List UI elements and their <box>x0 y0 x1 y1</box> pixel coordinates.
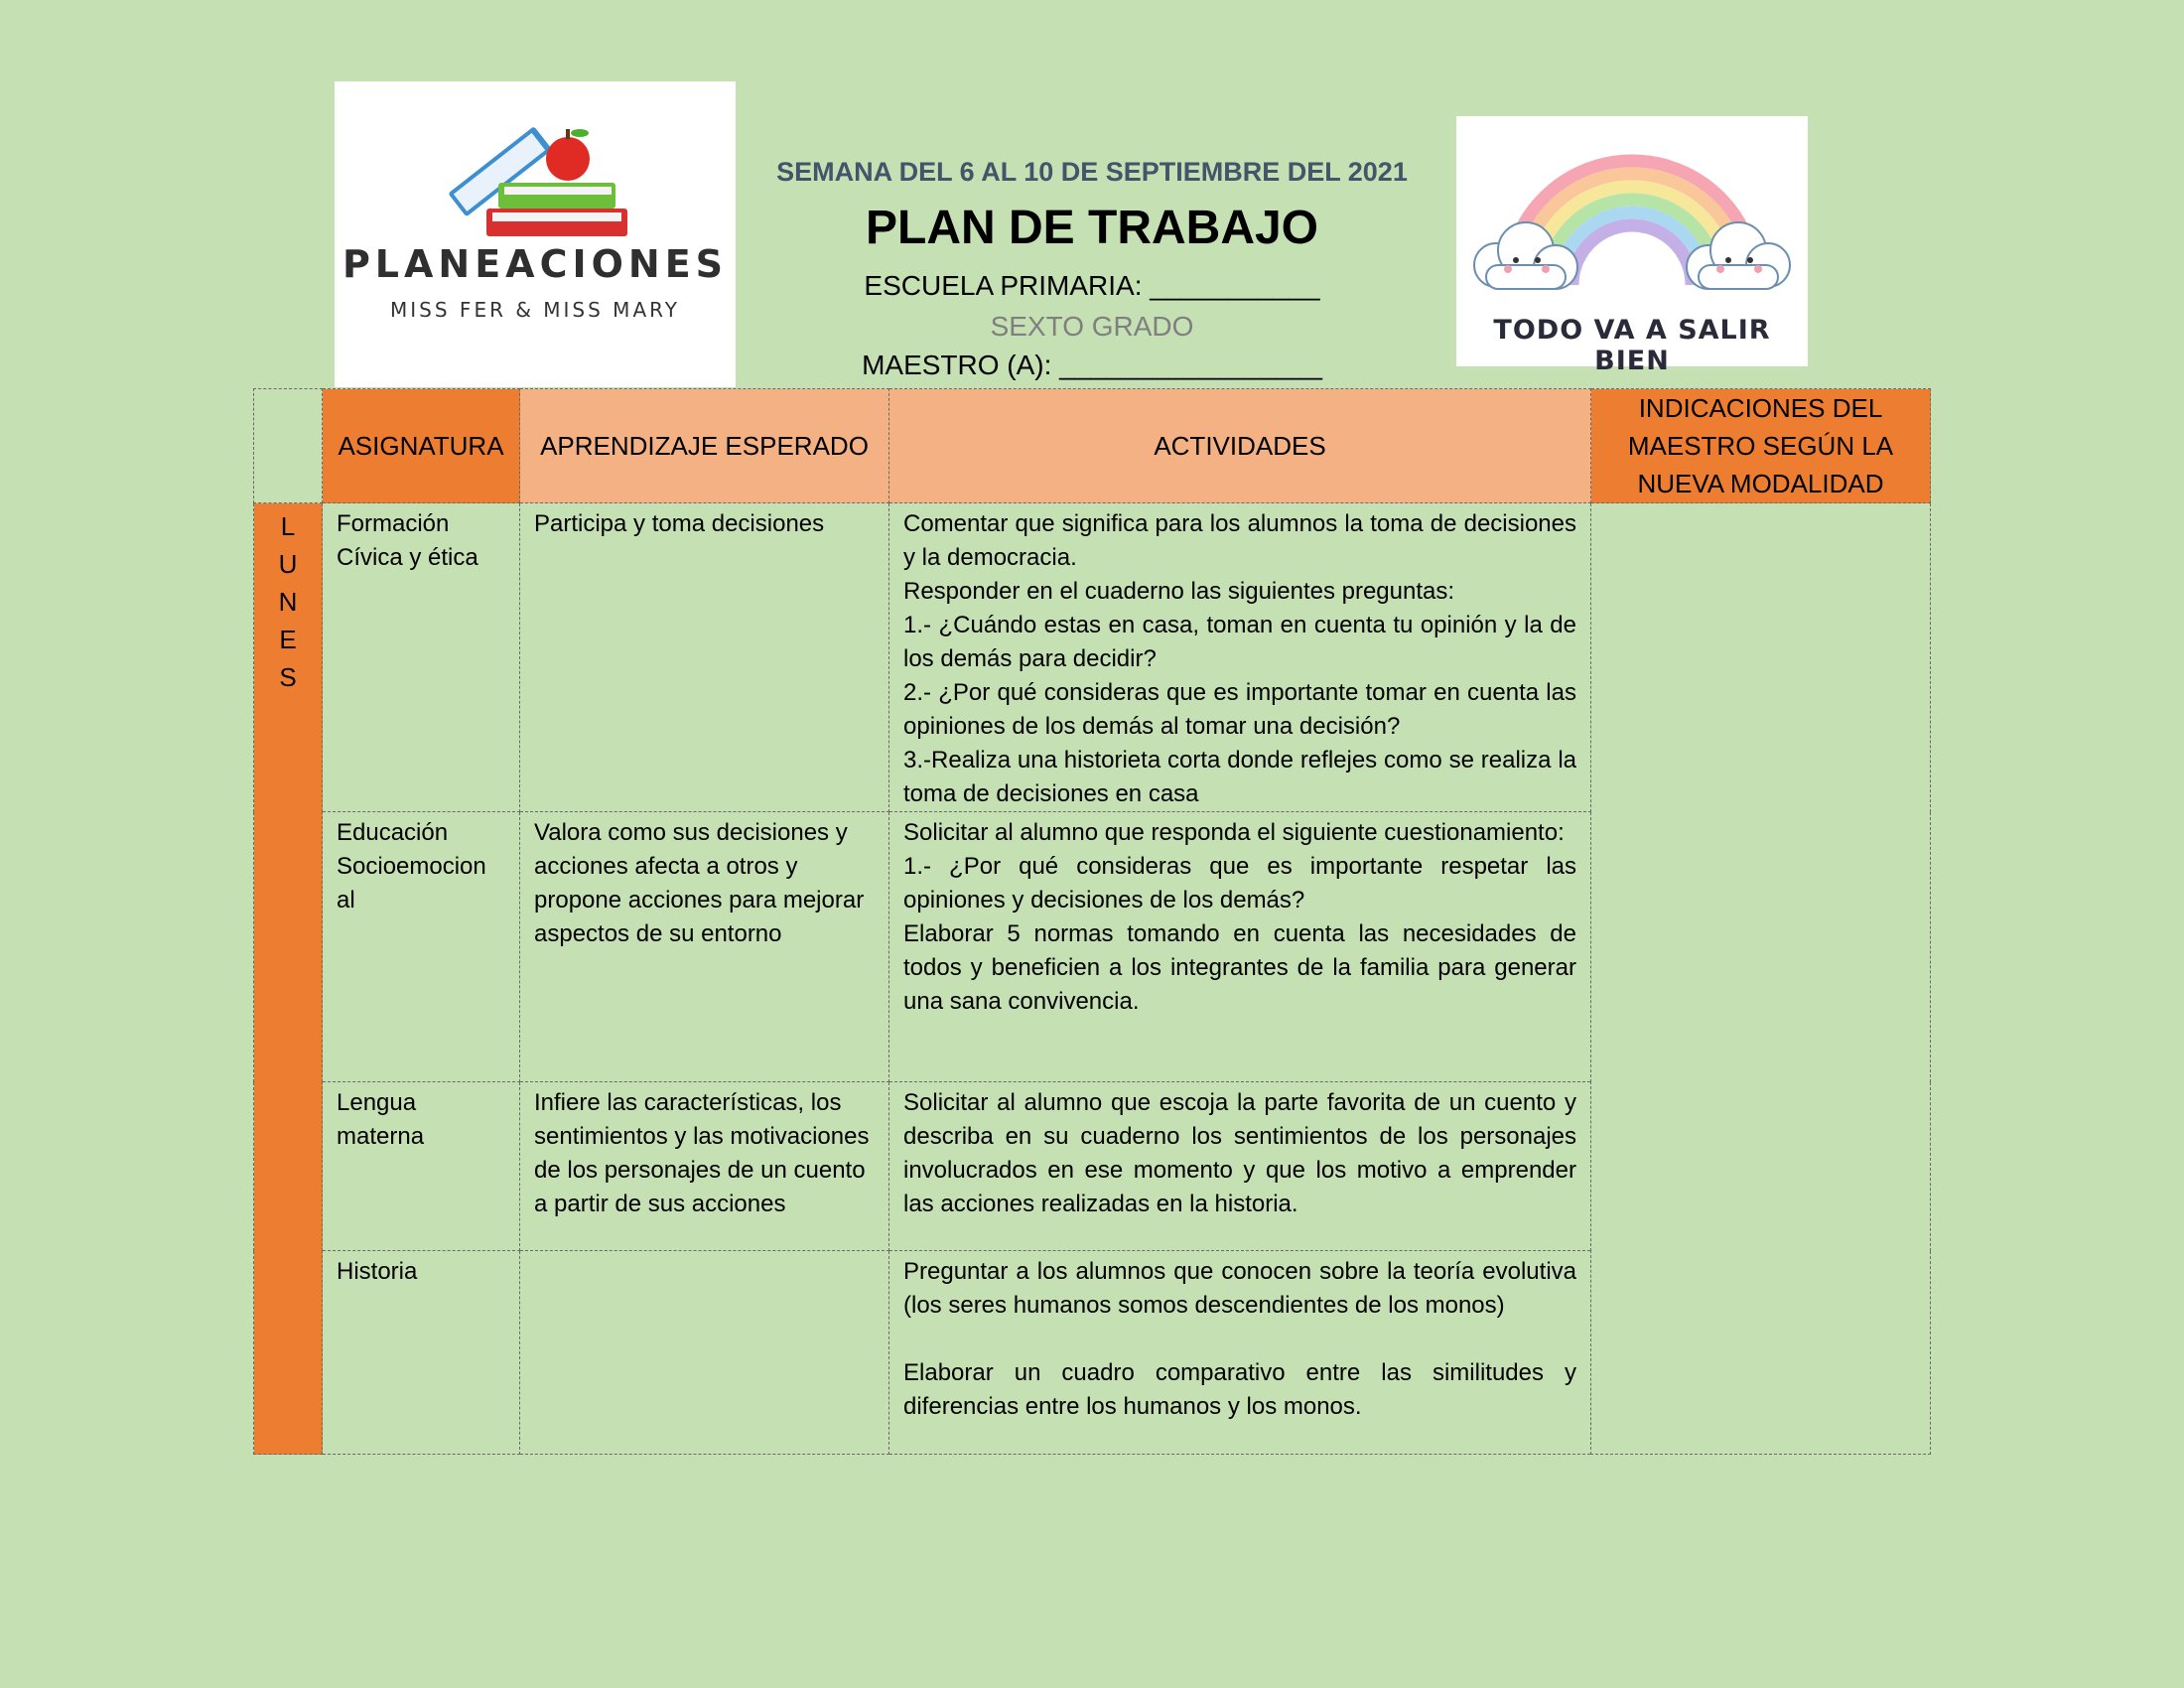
header-subject: ASIGNATURA <box>323 389 520 503</box>
activities-cell <box>889 812 1591 1082</box>
header-spacer <box>254 389 323 503</box>
activity-line: 1.- ¿Por qué consideras que es importante respetar las opiniones y decisiones de los demás? <box>903 853 1576 914</box>
activities-cell <box>889 1251 1591 1455</box>
learning-cell: Valora como sus decisiones y acciones afecta a otros y propone acciones para mejorar aspectos de su entorno <box>520 812 889 1082</box>
activity-line <box>903 1323 1576 1356</box>
header-learning: APRENDIZAJE ESPERADO <box>520 389 889 503</box>
planeaciones-logo <box>335 81 736 387</box>
day-letter: E <box>279 625 297 654</box>
subject-cell: Educación Socioemocion al <box>323 812 520 1082</box>
day-letter: U <box>278 549 298 579</box>
rainbow-motto: TODO VA A SALIR BIEN <box>1493 315 1771 376</box>
activity-line: Preguntar a los alumnos que conocen sobre la teoría evolutiva (los seres humanos somos descendientes de los monos) <box>903 1258 1576 1319</box>
school-field: ESCUELA PRIMARIA: ___________ <box>864 270 1320 301</box>
page-title: PLAN DE TRABAJO <box>865 202 1319 254</box>
activity-line: Elaborar 5 normas tomando en cuenta las necesidades de todos y beneficien a los integrantes de la familia para generar una sana convivencia. <box>903 920 1576 1015</box>
teacher-field: MAESTRO (A): _________________ <box>862 350 1322 380</box>
activities-cell <box>889 1082 1591 1251</box>
day-letter: N <box>278 587 298 617</box>
activity-line: Responder en el cuaderno las siguientes preguntas: <box>903 578 1455 605</box>
activity-line: 1.- ¿Cuándo estas en casa, toman en cuenta tu opinión y la de los demás para decidir? <box>903 612 1576 672</box>
day-letter: L <box>280 511 296 541</box>
learning-cell: Participa y toma decisiones <box>520 503 889 812</box>
brand-subtitle: MISS FER & MISS MARY <box>390 298 680 322</box>
activity-line: 3.-Realiza una historieta corta donde reflejes como se realiza la toma de decisiones en casa <box>903 747 1576 807</box>
rainbow-logo <box>1456 116 1808 376</box>
table-row <box>254 503 1931 812</box>
header-activities: ACTIVIDADES <box>889 389 1591 503</box>
day-label-lunes <box>254 503 323 1455</box>
work-plan-table <box>253 388 1931 1455</box>
activity-line: 2.- ¿Por qué consideras que es importante tomar en cuenta las opiniones de los demás al tomar una decisión? <box>903 679 1576 740</box>
subject-cell: Historia <box>323 1251 520 1455</box>
activity-line: Solicitar al alumno que escoja la parte favorita de un cuento y describa en su cuaderno los sentimientos de los personajes involucrados en ese momento y que los motivo a emprender las acciones realizadas en la historia. <box>903 1089 1576 1217</box>
learning-cell <box>520 1251 889 1455</box>
table-header-row <box>254 389 1931 503</box>
activity-line: Elaborar un cuadro comparativo entre las similitudes y diferencias entre los humanos y los monos. <box>903 1359 1576 1420</box>
grade-label: SEXTO GRADO <box>990 311 1194 342</box>
day-letter: S <box>279 662 297 692</box>
subject-cell: Formación Cívica y ética <box>323 503 520 812</box>
indications-cell <box>1591 503 1931 1455</box>
rainbow-icon <box>1456 116 1808 315</box>
activity-line: Comentar que significa para los alumnos la toma de decisiones y la democracia. <box>903 510 1576 571</box>
header-indications: INDICACIONES DEL MAESTRO SEGÚN LA NUEVA MODALIDAD <box>1591 389 1931 503</box>
activities-cell <box>889 503 1591 812</box>
learning-cell: Infiere las características, los sentimientos y las motivaciones de los personajes de un cuento a partir de sus acciones <box>520 1082 889 1251</box>
books-apple-icon <box>429 111 641 240</box>
subject-cell: Lengua materna <box>323 1082 520 1251</box>
activity-line: Solicitar al alumno que responda el siguiente cuestionamiento: <box>903 819 1565 846</box>
brand-name: PLANEACIONES <box>341 242 729 286</box>
week-label: SEMANA DEL 6 AL 10 DE SEPTIEMBRE DEL 2021 <box>776 157 1408 187</box>
